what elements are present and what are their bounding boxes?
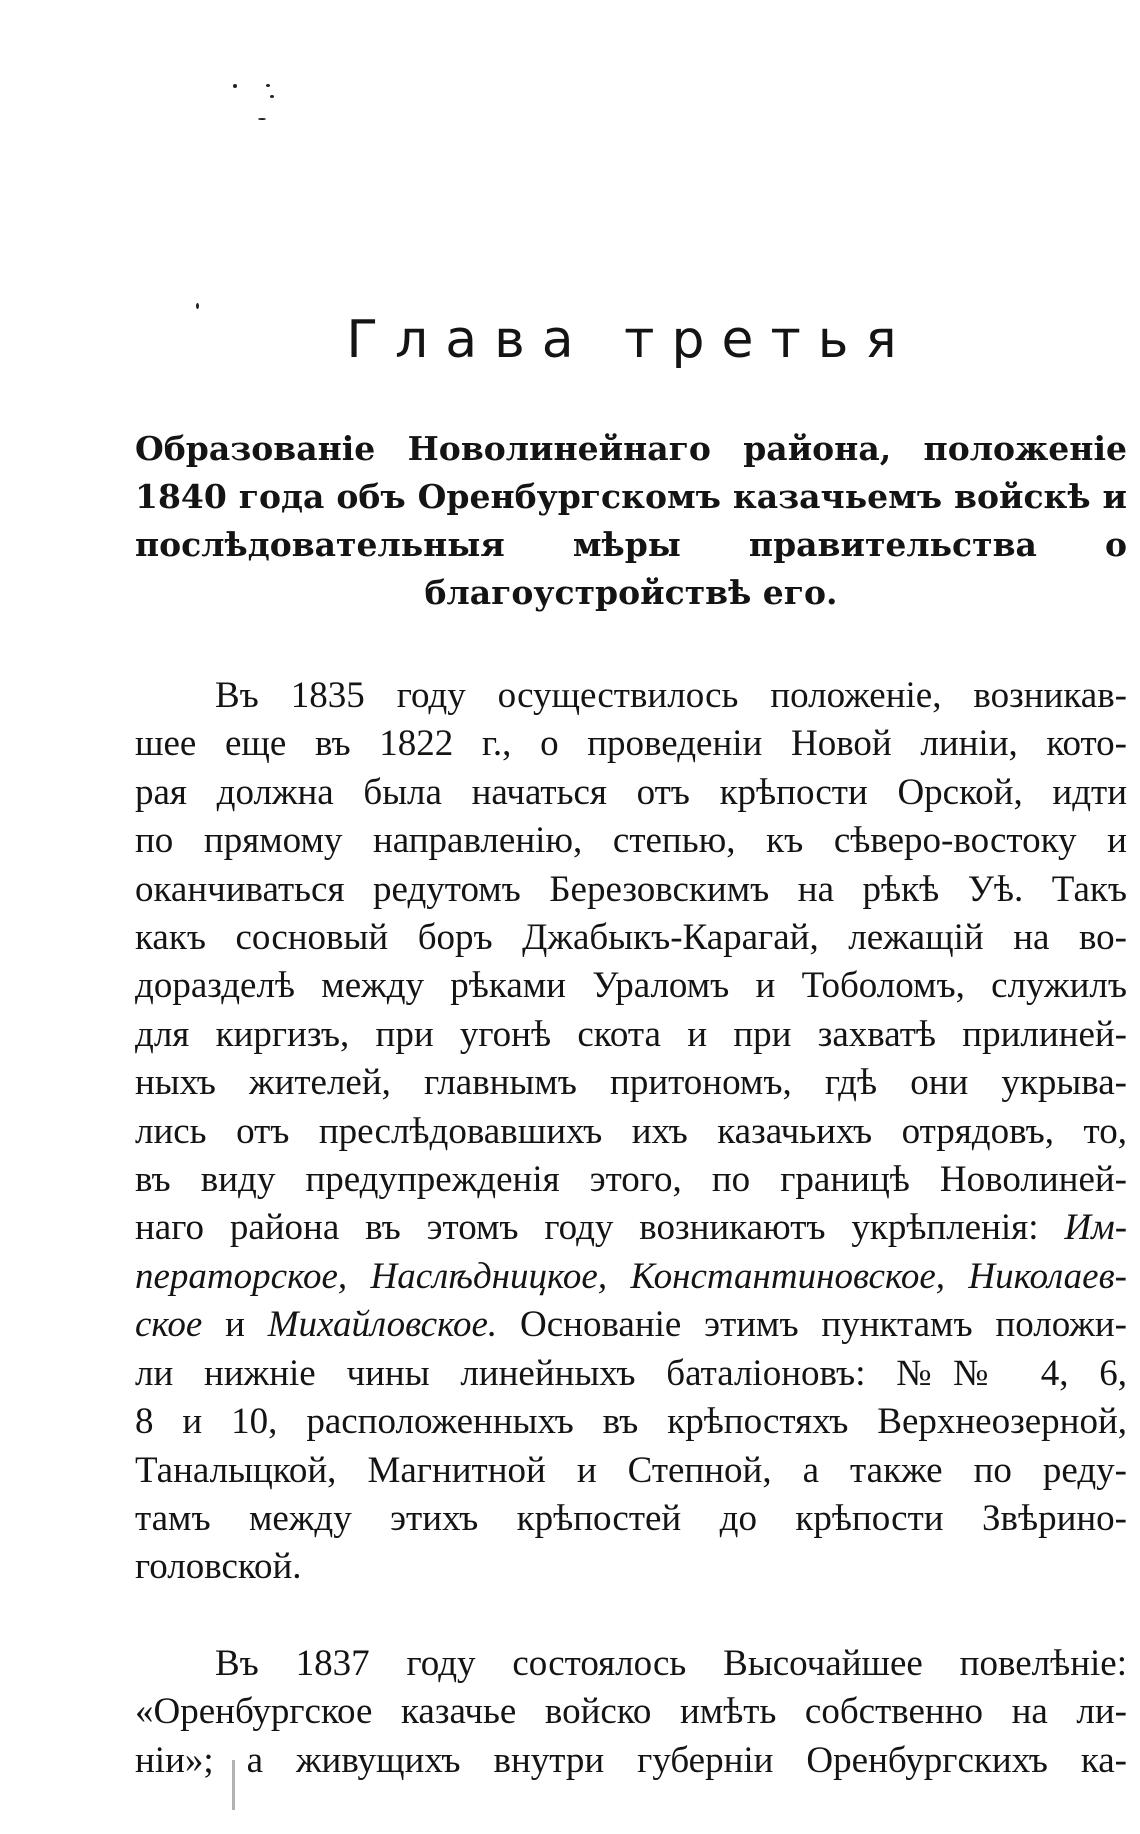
text-line: доразделѣ между рѣками Ураломъ и Тоболомъ, служилъ	[135, 965, 1127, 1007]
chapter-title: Глава третья	[346, 310, 914, 370]
text-line: Въ 1837 году состоялось Высочайшее повелѣніе:	[215, 1643, 1127, 1684]
chapter-summary: Образованіе Новолинейнаго района, положеніе 1840 года объ Оренбургскомъ казачьемъ войскѣ и послѣдовательныя мѣры правительства о благоустройствѣ его.	[135, 429, 1127, 612]
text-line: тамъ между этихъ крѣпостей до крѣпости Звѣрино-	[135, 1497, 1127, 1539]
text-line: рая должна была начаться отъ крѣпости Орской, идти	[135, 771, 1127, 813]
paragraph-2	[135, 1640, 1127, 1785]
text-line	[135, 1204, 1127, 1252]
speck	[233, 84, 237, 88]
speck	[270, 95, 274, 98]
text-line: оканчиваться редутомъ Березовскимъ на рѣкѣ Уѣ. Такъ	[135, 868, 1127, 910]
text-line: въ виду предупрежденія этого, по границѣ Новолиней-	[135, 1159, 1127, 1201]
text-line	[135, 1253, 1127, 1301]
text-line: ніи»; а живущихъ внутри губерніи Оренбургскихъ ка-	[135, 1739, 1127, 1781]
text-segment: наго района въ этомъ году возникаютъ укрѣпленія:	[135, 1207, 1039, 1249]
speck	[196, 303, 199, 309]
text-line: «Оренбургское казачье войско имѣть собственно на ли-	[135, 1691, 1127, 1733]
text-line: какъ сосновый боръ Джабыкъ-Карагай, лежащій на во-	[135, 917, 1127, 959]
paragraph-1	[135, 672, 1127, 1592]
text-line: ныхъ жителей, главнымъ притономъ, гдѣ они укрыва-	[135, 1062, 1127, 1104]
text-segment: и	[202, 1304, 268, 1346]
italic-segment: Михайловское.	[267, 1304, 498, 1346]
italic-segment: ператорское, Наслѣдницкое, Константиновское, Николаев-	[135, 1255, 1127, 1297]
text-line: по прямому направленію, степью, къ сѣверо-востоку и	[135, 820, 1127, 862]
italic-segment: ское	[135, 1304, 203, 1346]
text-line: ли нижніе чины линейныхъ баталіоновъ: №№ 4, 6,	[135, 1352, 1127, 1394]
text-line	[135, 1301, 1127, 1349]
text-line: головской.	[135, 1546, 302, 1588]
text-line: шее еще въ 1822 г., о проведеніи Новой линіи, кото-	[135, 723, 1127, 765]
speck	[258, 118, 266, 120]
text-line: лись отъ преслѣдовавшихъ ихъ казачьихъ отрядовъ, то,	[135, 1110, 1127, 1152]
text-line: для киргизъ, при угонѣ скота и при захватѣ прилиней-	[135, 1013, 1127, 1055]
text-line: Таналыцкой, Магнитной и Степной, а также по реду-	[135, 1449, 1127, 1491]
text-line: Въ 1835 году осуществилось положеніе, возникав-	[215, 675, 1127, 716]
text-line: 8 и 10, расположенныхъ въ крѣпостяхъ Верхнеозерной,	[135, 1401, 1127, 1443]
speck	[266, 84, 270, 87]
italic-segment: Им-	[1064, 1207, 1128, 1249]
text-segment: Основаніе этимъ пунктамъ положи-	[497, 1304, 1127, 1346]
